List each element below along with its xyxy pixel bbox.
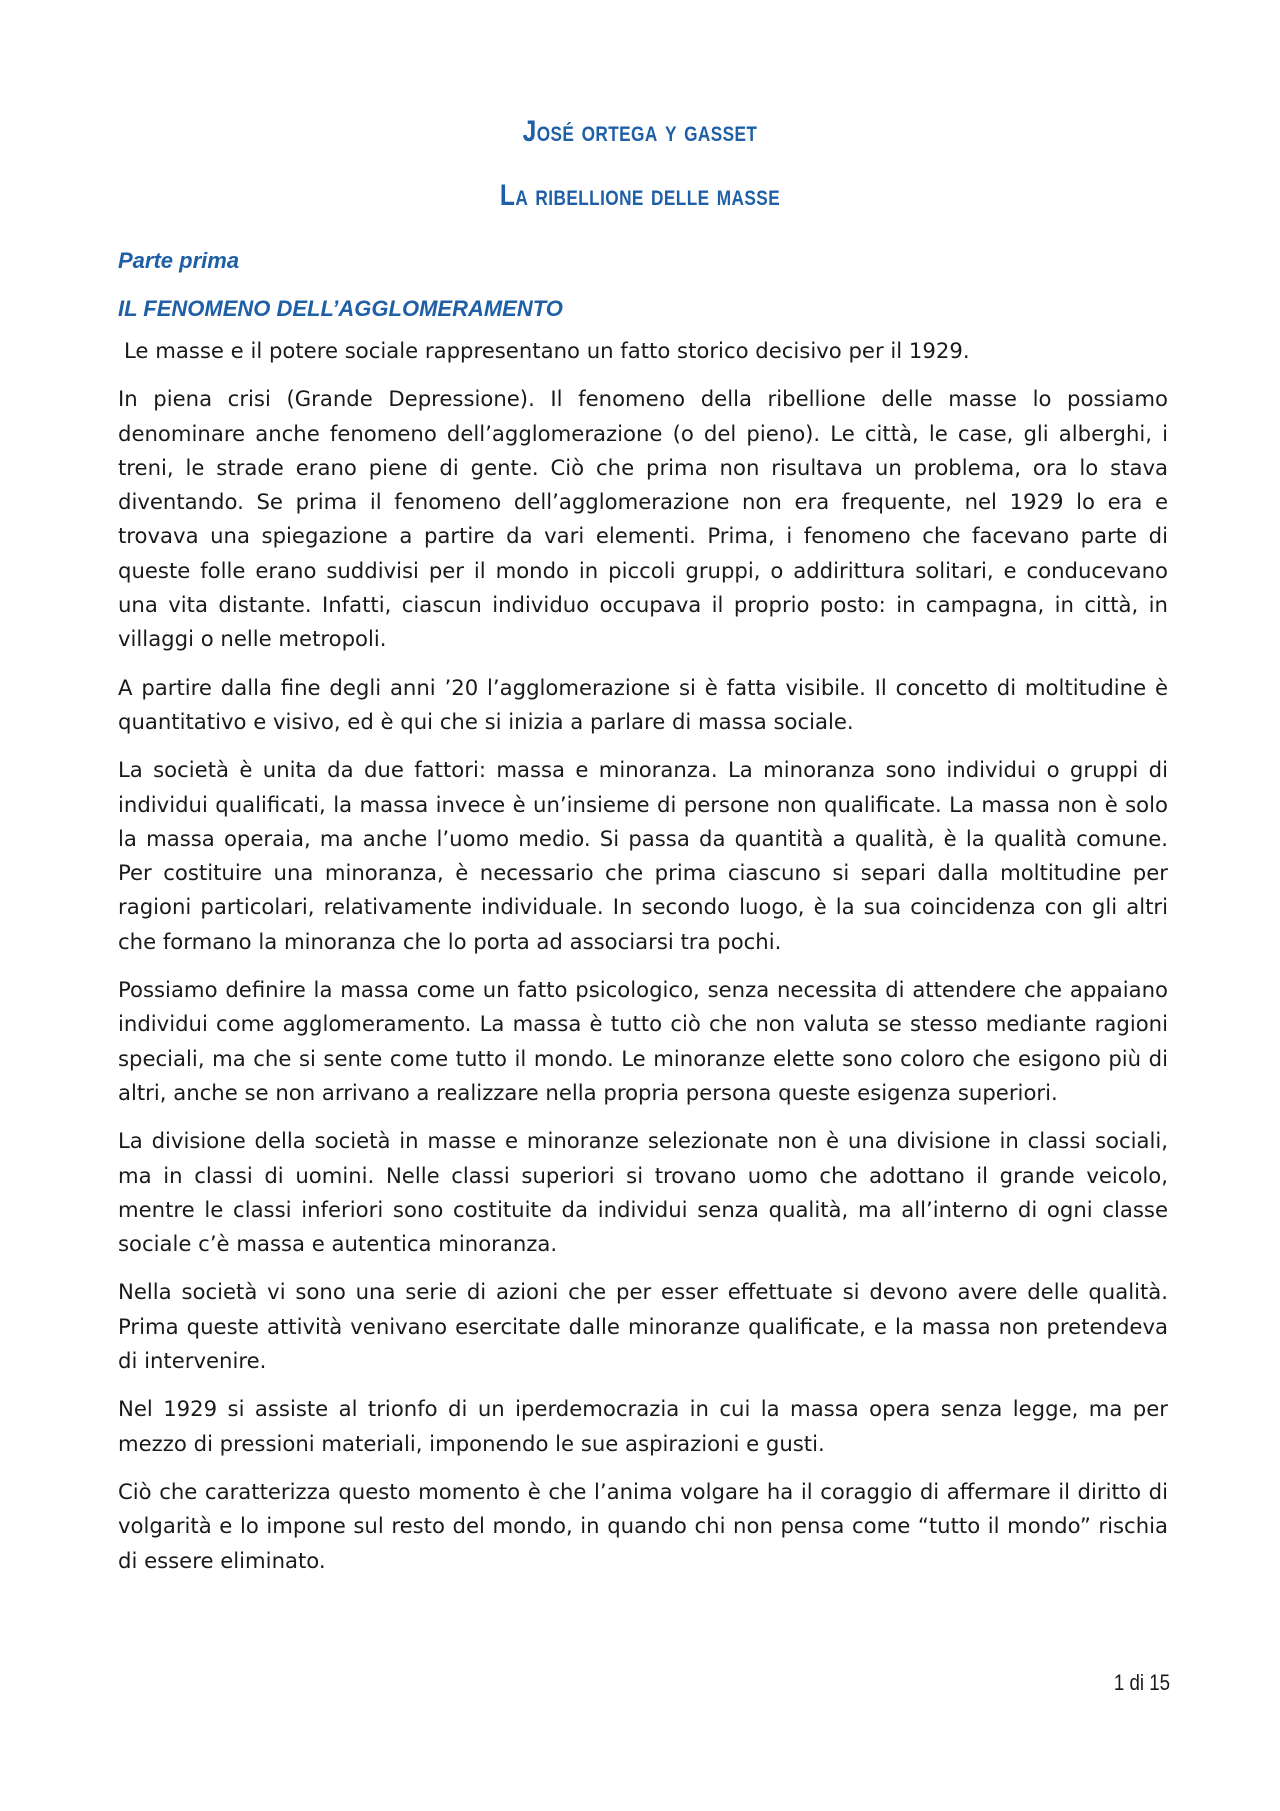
author-title: José ortega y gasset (522, 115, 758, 148)
chapter-heading: IL FENOMENO DELL’AGGLOMERAMENTO (118, 296, 563, 321)
paragraph: Ciò che caratterizza questo momento è che l’anima volgare ha il coraggio di affermare il diritto di volgarità e lo impone sul resto del mondo, in quando chi non pensa come “tutto il mondo” rischia di essere eliminato. (118, 1478, 1168, 1573)
paragraph: La società è unita da due fattori: massa e minoranza. La minoranza sono individui o gruppi di individui qualificati, la massa invece è un’insieme di persone non qualificate. La massa non è solo la massa operaia, ma anche l’uomo medio. Si passa da quantità a qualità, è la qualità comune. Per costituire una minoranza, è necessario che prima ciascuno si separi dalla moltitudine per ragioni particolari, relativamente individuale. In secondo luogo, è la sua coincidenza con gli altri che formano la minoranza che lo porta ad associarsi tra pochi. (118, 757, 1168, 954)
paragraph: Nella società vi sono una serie di azioni che per esser effettuate si devono avere delle qualità. Prima queste attività venivano esercitate dalle minoranze qualificate, e la massa non pretendeva di intervenire. (118, 1279, 1168, 1374)
paragraph: In piena crisi (Grande Depressione). Il fenomeno della ribellione delle masse lo possiamo denominare anche fenomeno dell’agglomerazione (o del pieno). Le città, le case, gli alberghi, i treni, le strade erano piene di gente. Ciò che prima non risultava un problema, ora lo stava diventando. Se prima il fenomeno dell’agglomerazione non era frequente, nel 1929 lo era e trovava una spiegazione a partire da vari elementi. Prima, i fenomeno che facevano parte di queste folle erano suddivisi per il mondo in piccoli gruppi, o addirittura solitari, e conducevano una vita distante. Infatti, ciascun individuo occupava il proprio posto: in campagna, in città, in villaggi o nelle metropoli. (118, 386, 1168, 652)
paragraph: Nel 1929 si assiste al trionfo di un iperdemocrazia in cui la massa opera senza legge, ma per mezzo di pressioni materiali, imponendo le sue aspirazioni e gusti. (118, 1396, 1168, 1456)
paragraph: Possiamo definire la massa come un fatto psicologico, senza necessita di attendere che appaiano individui come agglomeramento. La massa è tutto ciò che non valuta se stesso mediante ragioni speciali, ma che si sente come tutto il mondo. Le minoranze elette sono coloro che esigono più di altri, anche se non arrivano a realizzare nella propria persona queste esigenza superiori. (118, 977, 1168, 1105)
paragraph: Le masse e il potere sociale rappresentano un fatto storico decisivo per il 1929. (124, 338, 970, 363)
page-number: 1 di 15 (1113, 1670, 1170, 1695)
part-label: Parte prima (118, 248, 240, 273)
paragraph: A partire dalla fine degli anni ’20 l’agglomerazione si è fatta visibile. Il concetto di moltitudine è quantitativo e visivo, ed è qui che si inizia a parlare di massa sociale. (118, 674, 1168, 734)
paragraph: La divisione della società in masse e minoranze selezionate non è una divisione in classi sociali, ma in classi di uomini. Nelle classi superiori si trovano uomo che adottano il grande veicolo, mentre le classi inferiori sono costituite da individui senza qualità, ma all’interno di ogni classe sociale c’è massa e autentica minoranza. (118, 1128, 1168, 1257)
document-body (118, 246, 1168, 1592)
title-block (0, 112, 1280, 240)
book-title: La ribellione delle masse (499, 179, 781, 212)
